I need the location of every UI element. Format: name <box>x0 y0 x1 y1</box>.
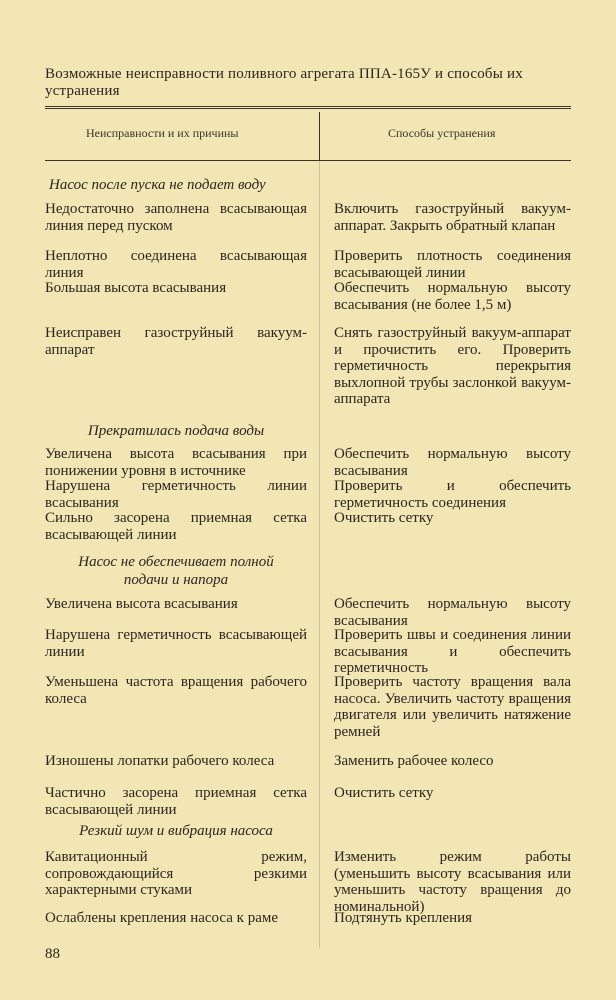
top-rule-1 <box>45 106 571 107</box>
section-heading: Резкий шум и вибрация насоса <box>79 823 273 839</box>
remedy-cell: Обеспечить нормальную высоту всасывания <box>334 446 571 479</box>
header-rule <box>45 160 571 161</box>
fault-cell: Неплотно соединена всасывающая линия <box>45 248 307 281</box>
remedy-cell: Снять газоструйный вакуум-аппарат и прочистить его. Проверить герметичность перекрытия выхлопной трубы заслонкой вакуум-аппарата <box>334 325 571 407</box>
fault-cell: Увеличена высота всасывания при понижении уровня в источнике <box>45 446 307 479</box>
fault-cell: Ослаблены крепления насоса к раме <box>45 910 279 926</box>
section-heading: Прекратилась подача воды <box>87 423 265 439</box>
remedy-cell: Заменить рабочее колесо <box>334 753 494 769</box>
fault-cell: Изношены лопатки рабочего колеса <box>45 753 275 769</box>
remedy-cell: Проверить частоту вращения вала насоса. Увеличить частоту вращения двигателя или увеличить натяжение ремней <box>334 674 571 740</box>
remedy-cell: Проверить швы и соединения линии всасывания и обеспечить герметичность <box>334 627 571 676</box>
remedy-cell: Обеспечить нормальную высоту всасывания (не более 1,5 м) <box>334 280 571 313</box>
column-header-remedies: Способы устранения <box>388 126 496 140</box>
fault-cell: Уменьшена частота вращения рабочего колеса <box>45 674 307 707</box>
fault-cell: Недостаточно заполнена всасывающая линия перед пуском <box>45 201 307 234</box>
remedy-cell: Обеспечить нормальную высоту всасывания <box>334 596 571 629</box>
page-number: 88 <box>45 946 60 962</box>
remedy-cell: Изменить режим работы (уменьшить высоту всасывания или уменьшить частоту вращения до номинальной) <box>334 849 571 915</box>
fault-cell: Неисправен газоструйный вакуум-аппарат <box>45 325 307 358</box>
fault-cell: Частично засорена приемная сетка всасывающей линии <box>45 785 307 818</box>
remedy-cell: Подтянуть крепления <box>334 910 473 926</box>
top-rule-2 <box>45 108 571 109</box>
remedy-cell: Очистить сетку <box>334 510 434 526</box>
remedy-cell: Очистить сетку <box>334 785 434 801</box>
table-title: Возможные неисправности поливного агрегата ППА-165У и способы их устранения <box>45 66 523 99</box>
remedy-cell: Проверить плотность соединения всасывающей линии <box>334 248 571 281</box>
fault-cell: Нарушена герметичность линии всасывания <box>45 478 307 511</box>
section-heading: Насос после пуска не подает воду <box>49 177 266 193</box>
column-header-faults: Неисправности и их причины <box>86 126 239 140</box>
remedy-cell: Проверить и обеспечить герметичность соединения <box>334 478 571 511</box>
fault-cell: Кавитационный режим, сопровождающийся резкими характерными стуками <box>45 849 307 898</box>
column-divider-faint <box>319 160 320 948</box>
fault-cell: Большая высота всасывания <box>45 280 227 296</box>
column-divider <box>319 112 320 160</box>
fault-cell: Сильно засорена приемная сетка всасывающей линии <box>45 510 307 543</box>
remedy-cell: Включить газоструйный вакуум-аппарат. Закрыть обратный клапан <box>334 201 571 234</box>
fault-cell: Нарушена герметичность всасывающей линии <box>45 627 307 660</box>
fault-cell: Увеличена высота всасывания <box>45 596 238 612</box>
section-heading: Насос не обеспечивает полной подачи и напора <box>78 554 274 588</box>
